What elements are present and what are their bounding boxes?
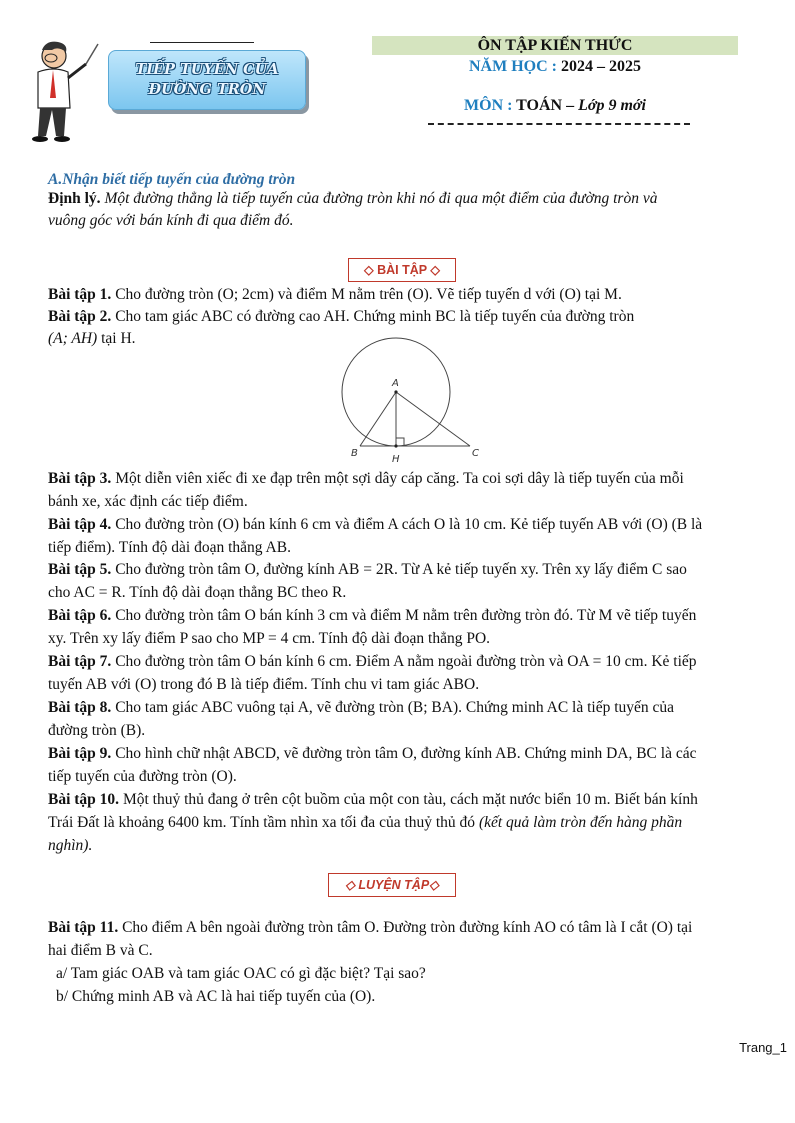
exercise-3-cont: bánh xe, xác định các tiếp điểm.: [48, 493, 248, 510]
figure-label-c: C: [472, 448, 479, 459]
exercise-8-cont: đường tròn (B).: [48, 722, 146, 739]
topic-banner-title: TIẾP TUYẾN CỦA ĐƯỜNG TRÒN: [135, 61, 279, 98]
exercise-5: Bài tập 5. Cho đường tròn tâm O, đường kính AB = 2R. Từ A kẻ tiếp tuyến xy. Trên xy lấy điểm C sao: [48, 561, 687, 578]
exercise-3: Bài tập 3. Một diễn viên xiếc đi xe đạp trên một sợi dây cáp căng. Ta coi sợi dây là tiếp tuyến của mỗi: [48, 470, 684, 487]
review-title: ÔN TẬP KIẾN THỨC: [372, 36, 738, 55]
exercise-10-cont: Trái Đất là khoảng 6400 km. Tính tầm nhìn xa tối đa của thuỷ thủ đó (kết quả làm tròn đến hàng phần: [48, 814, 683, 831]
figure-label-h: H: [392, 454, 400, 465]
exercise-7-cont: tuyến AB với (O) trong đó B là tiếp điểm. Tính chu vi tam giác ABO.: [48, 676, 480, 693]
exercise-2-cont: (A; AH) tại H.: [48, 330, 136, 347]
school-year: NĂM HỌC : 2024 – 2025: [469, 58, 641, 75]
exercise-4-cont: tiếp điểm). Tính độ dài đoạn thẳng AB.: [48, 539, 291, 556]
figure-label-b: B: [351, 448, 358, 459]
exercise-7: Bài tập 7. Cho đường tròn tâm O bán kính 6 cm. Điểm A nằm ngoài đường tròn và OA = 10 cm. Kẻ tiếp: [48, 653, 697, 670]
exercise-10-cont-2: nghìn).: [48, 837, 93, 854]
exercise-6: Bài tập 6. Cho đường tròn tâm O bán kính 3 cm và điểm M nằm trên đường tròn đó. Từ M vẽ tiếp tuyến: [48, 607, 697, 624]
header-rule: [150, 42, 254, 43]
page-number: Trang_1: [739, 1040, 787, 1055]
exercise-9: Bài tập 9. Cho hình chữ nhật ABCD, vẽ đường tròn tâm O, đường kính AB. Chứng minh DA, BC là các: [48, 745, 697, 762]
subject-line: MÔN : TOÁN – Lớp 9 mới: [464, 97, 646, 114]
theorem-line-2: vuông góc với bán kính đi qua điểm đó.: [48, 212, 294, 229]
exercise-11-cont: hai điểm B và C.: [48, 942, 153, 959]
exercise-9-cont: tiếp tuyến của đường tròn (O).: [48, 768, 237, 785]
exercise-4: Bài tập 4. Cho đường tròn (O) bán kính 6 cm và điểm A cách O là 10 cm. Kẻ tiếp tuyến AB với (O) (B là: [48, 516, 703, 533]
theorem-line-1: Định lý. Một đường thẳng là tiếp tuyến của đường tròn khi nó đi qua một điểm của đường tròn và: [48, 190, 658, 207]
header-dashed-rule: [428, 123, 690, 125]
teacher-cartoon-icon: [28, 38, 100, 148]
figure-label-a: A: [392, 378, 399, 389]
topic-banner: [108, 50, 306, 110]
practice-tag: ◇ LUYỆN TẬP◇: [328, 873, 456, 897]
exercise-1: Bài tập 1. Cho đường tròn (O; 2cm) và điểm M nằm trên (O). Vẽ tiếp tuyến d với (O) tại M.: [48, 286, 622, 303]
exercise-2: Bài tập 2. Cho tam giác ABC có đường cao AH. Chứng minh BC là tiếp tuyến của đường tròn: [48, 308, 635, 325]
section-a-title: A.Nhận biết tiếp tuyến của đường tròn: [48, 171, 296, 188]
circle-tangent-figure: [330, 334, 490, 468]
exercise-11-part-a: a/ Tam giác OAB và tam giác OAC có gì đặc biệt? Tại sao?: [56, 965, 426, 982]
exercise-8: Bài tập 8. Cho tam giác ABC vuông tại A, vẽ đường tròn (B; BA). Chứng minh AC là tiếp tuyến của: [48, 699, 675, 716]
exercise-5-cont: cho AC = R. Tính độ dài đoạn thẳng BC theo R.: [48, 584, 347, 601]
exercise-6-cont: xy. Trên xy lấy điểm P sao cho MP = 4 cm. Tính độ dài đoạn thẳng PO.: [48, 630, 491, 647]
exercise-11: Bài tập 11. Cho điểm A bên ngoài đường tròn tâm O. Đường tròn đường kính AO có tâm là I cắt (O) tại: [48, 919, 693, 936]
exercise-10: Bài tập 10. Một thuỷ thủ đang ở trên cột buồm của một con tàu, cách mặt nước biển 10 m. Biết bán kính: [48, 791, 698, 808]
exercise-11-part-b: b/ Chứng minh AB và AC là hai tiếp tuyến của (O).: [56, 988, 376, 1005]
exercises-tag: ◇ BÀI TẬP ◇: [348, 258, 456, 282]
